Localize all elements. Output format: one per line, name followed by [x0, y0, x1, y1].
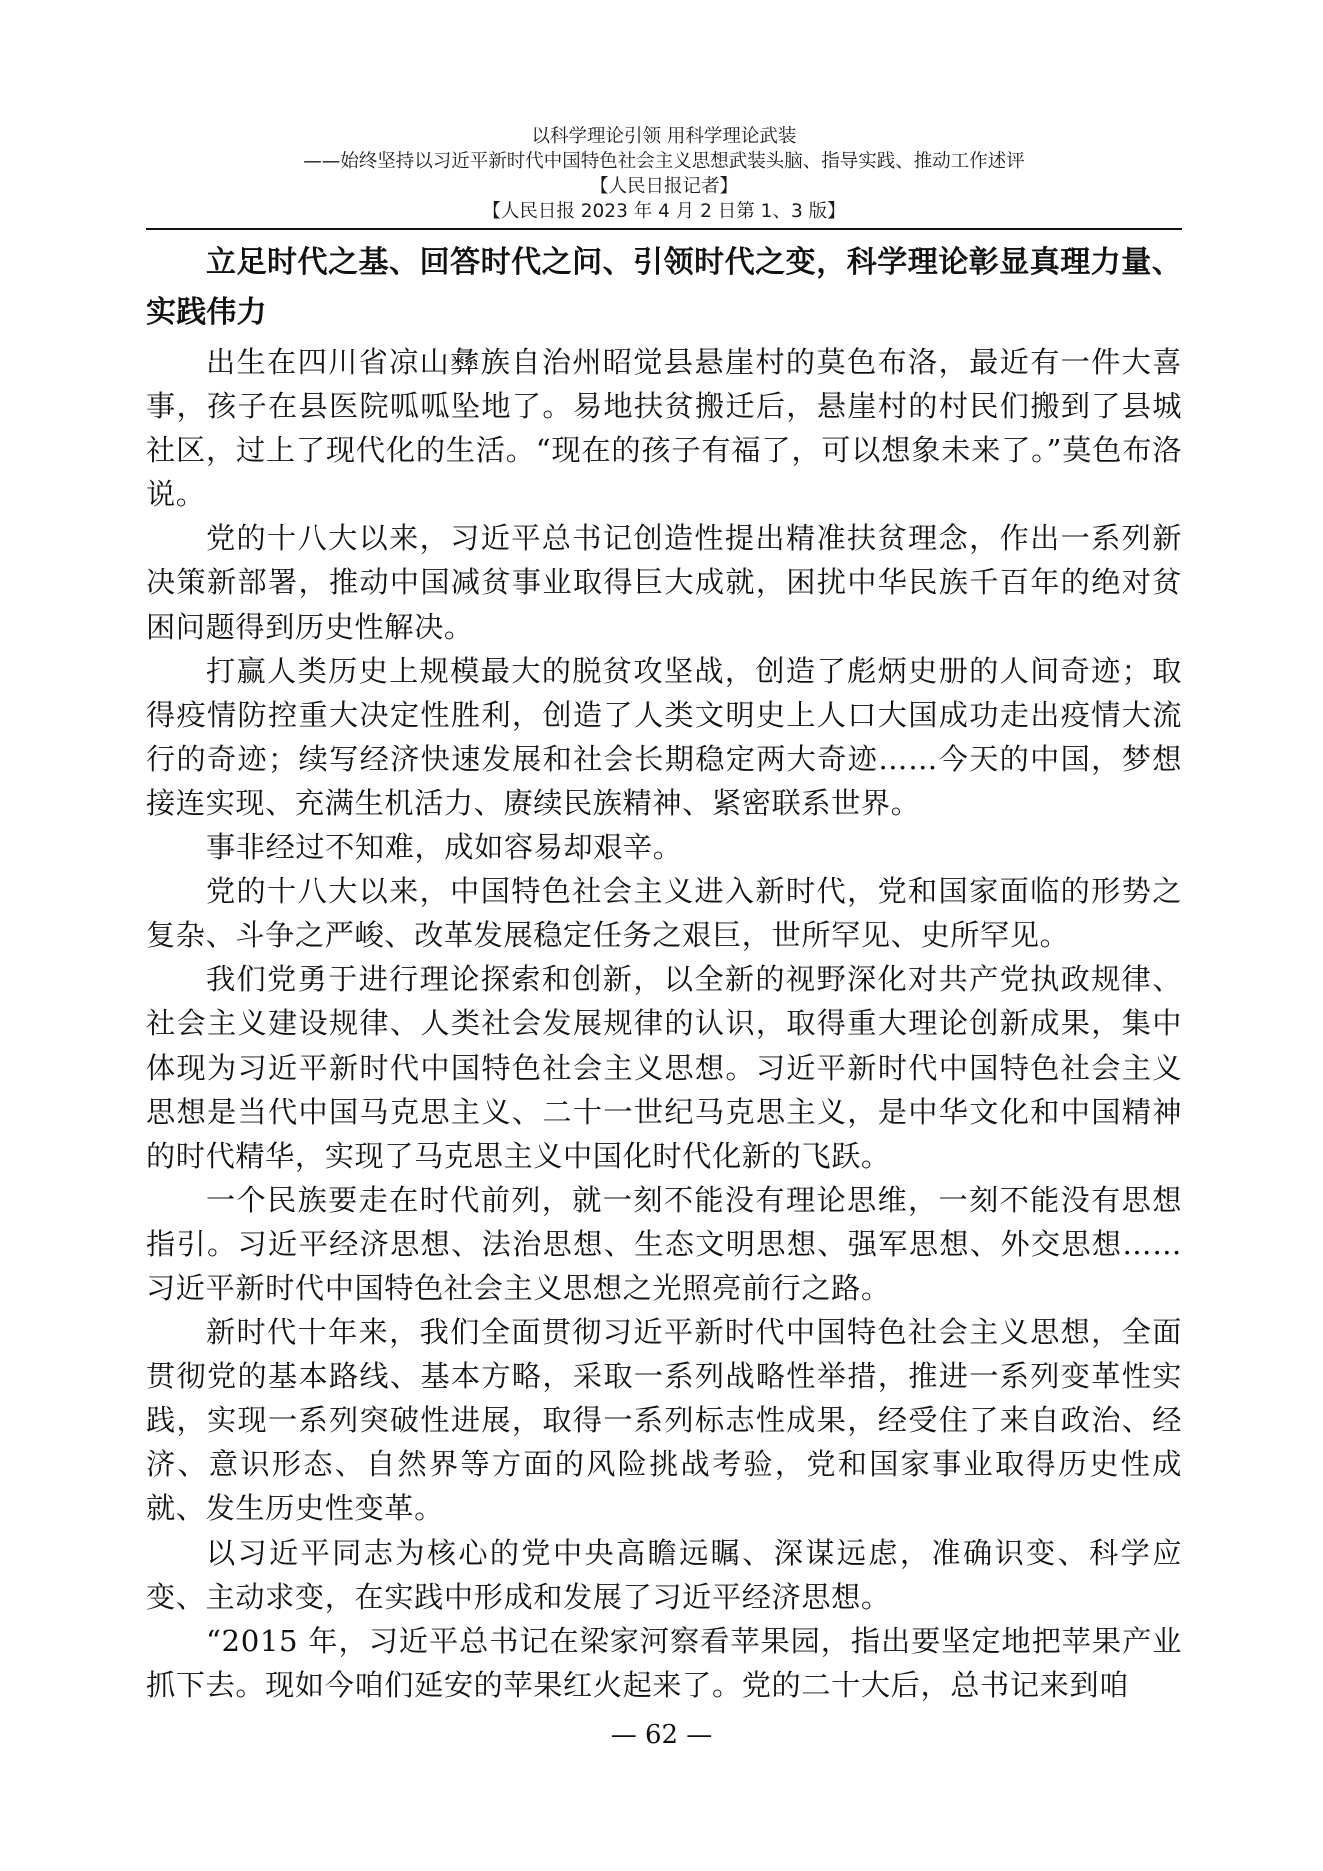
article-author: 【人民日报记者】 [589, 176, 738, 197]
article-body [146, 238, 1182, 1707]
article-subtitle: ——始终坚持以习近平新时代中国特色社会主义思想武装头脑、指导实践、推动工作述评 [303, 151, 1025, 172]
article-title: 以科学理论引领 用科学理论武装 [531, 126, 797, 147]
paragraph-7: 一个民族要走在时代前列，就一刻不能没有理论思维，一刻不能没有思想指引。习近平经济思想、法治思想、生态文明思想、强军思想、外交思想……习近平新时代中国特色社会主义思想之光照亮前行之路。 [146, 1182, 1182, 1305]
article-header [146, 124, 1182, 224]
paragraph-1: 出生在四川省凉山彝族自治州昭觉县悬崖村的莫色布洛，最近有一件大喜事，孩子在县医院呱呱坠地了。易地扶贫搬迁后，悬崖村的村民们搬到了县城社区，过上了现代化的生活。“现在的孩子有福了，可以想象未来了。”莫色布洛说。 [146, 345, 1182, 512]
paragraph-3: 打赢人类历史上规模最大的脱贫攻坚战，创造了彪炳史册的人间奇迹；取得疫情防控重大决定性胜利，创造了人类文明史上人口大国成功走出疫情大流行的奇迹；续写经济快速发展和社会长期稳定两大奇迹……今天的中国，梦想接连实现、充满生机活力、赓续民族精神、紧密联系世界。 [146, 653, 1182, 820]
paragraph-9: 以习近平同志为核心的党中央高瞻远瞩、深谋远虑，准确识变、科学应变、主动求变，在实践中形成和发展了习近平经济思想。 [146, 1535, 1182, 1614]
paragraph-6: 我们党勇于进行理论探索和创新，以全新的视野深化对共产党执政规律、社会主义建设规律、人类社会发展规律的认识，取得重大理论创新成果，集中体现为习近平新时代中国特色社会主义思想。习近平新时代中国特色社会主义思想是当代中国马克思主义、二十一世纪马克思主义，是中华文化和中国精神的时代精华，实现了马克思主义中国化时代化新的飞跃。 [146, 962, 1182, 1173]
article-source: 【人民日报 2023 年 4 月 2 日第 1、3 版】 [482, 201, 846, 222]
section-heading: 立足时代之基、回答时代之问、引领时代之变，科学理论彰显真理力量、实践伟力 [146, 245, 1182, 330]
paragraph-4: 事非经过不知难，成如容易却艰辛。 [206, 830, 683, 865]
paragraph-8: 新时代十年来，我们全面贯彻习近平新时代中国特色社会主义思想，全面贯彻党的基本路线、基本方略，采取一系列战略性举措，推进一系列变革性实践，实现一系列突破性进展，取得一系列标志性成果，经受住了来自政治、经济、意识形态、自然界等方面的风险挑战考验，党和国家事业取得历史性成就、发生历史性变革。 [146, 1315, 1182, 1526]
header-divider [146, 228, 1182, 230]
paragraph-10: “2015 年，习近平总书记在梁家河察看苹果园，指出要坚定地把苹果产业抓下去。现如今咱们延安的苹果红火起来了。党的二十大后，总书记来到咱 [146, 1623, 1182, 1702]
page-number: — 62 — [610, 1720, 713, 1750]
paragraph-2: 党的十八大以来，习近平总书记创造性提出精准扶贫理念，作出一系列新决策新部署，推动中国减贫事业取得巨大成就，困扰中华民族千百年的绝对贫困问题得到历史性解决。 [146, 521, 1182, 644]
paragraph-5: 党的十八大以来，中国特色社会主义进入新时代，党和国家面临的形势之复杂、斗争之严峻、改革发展稳定任务之艰巨，世所罕见、史所罕见。 [146, 874, 1182, 953]
